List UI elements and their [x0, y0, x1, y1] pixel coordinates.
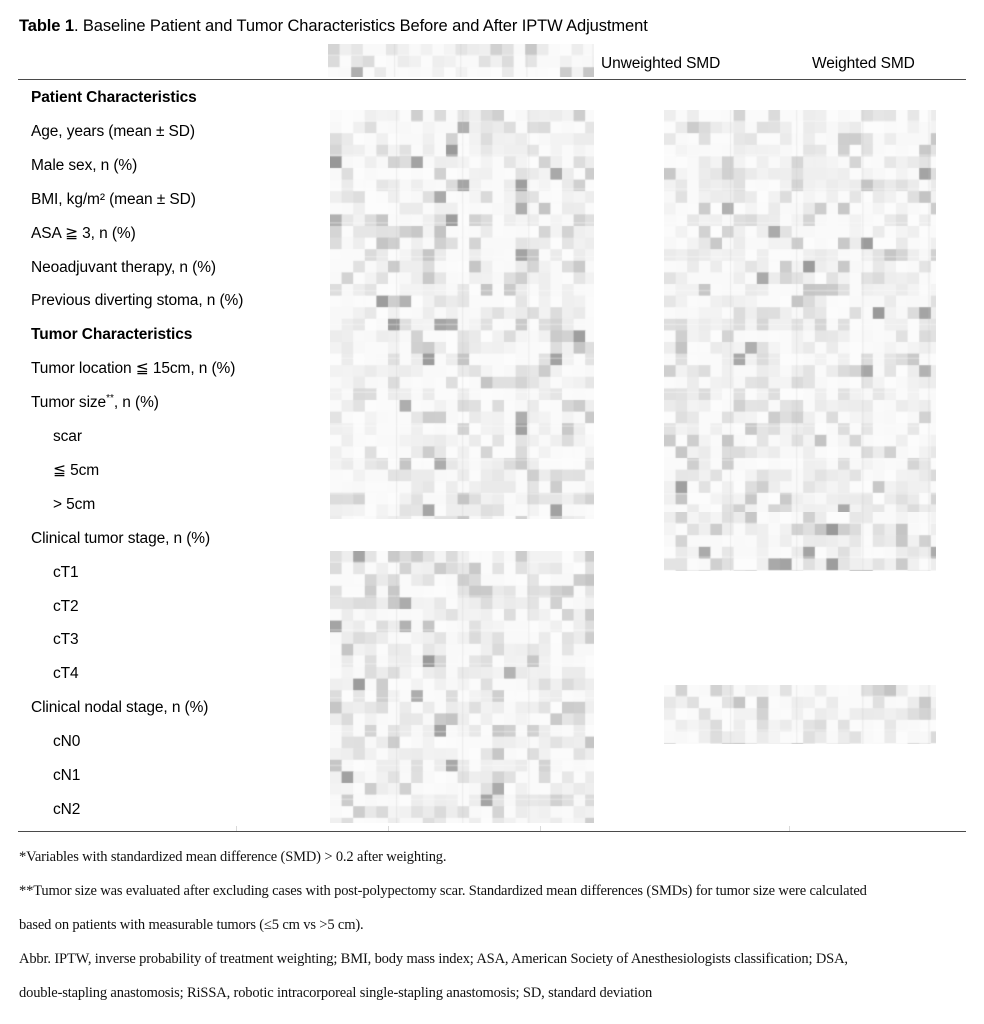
- redacted-region-right-values-part1: [664, 110, 936, 519]
- row-label-text: Male sex, n (%): [31, 156, 138, 174]
- table-row-bmi-kg-m-mean-sd: [31, 190, 196, 210]
- row-label-text: cN0: [53, 733, 81, 751]
- row-label-text: Tumor Characteristics: [31, 326, 193, 344]
- redacted-mosaic-canvas: [328, 44, 594, 77]
- footnote-line-1: *Variables with standardized mean difference (SMD) > 0.2 after weighting.: [19, 849, 447, 865]
- row-label-suffix: , n (%): [113, 394, 159, 412]
- row-label-text: cT4: [53, 665, 79, 683]
- table-row-5cm: [53, 461, 99, 481]
- table-row-clinical-tumor-stage-n: [31, 529, 210, 549]
- redacted-region-right-values-part3: [664, 685, 936, 744]
- redacted-region-right-values-part2: [664, 512, 936, 571]
- table-row-ct3: [53, 630, 79, 650]
- table-row-ct2: [53, 597, 79, 617]
- row-label-text: ≦ 5cm: [53, 461, 100, 479]
- table-bottom-rule: [18, 831, 966, 832]
- column-separator-tick: [236, 826, 237, 831]
- redacted-region-left-values-part1: [330, 110, 594, 519]
- table-row-age-years-mean-sd: [31, 122, 195, 142]
- page-title: [19, 16, 648, 36]
- table-row-cn1: [53, 766, 80, 786]
- row-label-text: cT3: [53, 631, 79, 649]
- redacted-mosaic-canvas: [664, 110, 936, 519]
- column-separator-tick: [388, 826, 389, 831]
- table-row-asa-3-n: [31, 224, 136, 244]
- row-label-text: Age, years (mean ± SD): [31, 122, 195, 140]
- table-title-text: . Baseline Patient and Tumor Characteristics Before and After IPTW Adjustment: [73, 17, 648, 35]
- row-label-text: cT1: [53, 563, 79, 581]
- footnote-block: [19, 840, 969, 1010]
- footnote-marker: **: [106, 392, 114, 404]
- table-row-neoadjuvant-therapy-n: [31, 258, 216, 278]
- table-row-male-sex-n: [31, 156, 137, 176]
- row-label-text: ASA ≧ 3, n (%): [31, 224, 136, 242]
- row-label-text: cN1: [53, 767, 81, 784]
- row-label-text: cT2: [53, 597, 79, 615]
- footnote-line-5: double-stapling anastomosis; RiSSA, robotic intracorporeal single-stapling anastomosis; SD, standard deviation: [19, 985, 653, 1001]
- section-row-patient-characteristics: [31, 88, 197, 108]
- table-row-previous-diverting-stoma-n: [31, 291, 243, 311]
- column-header-weighted-smd: Weighted SMD: [812, 55, 915, 72]
- table-row-5cm: [53, 495, 95, 515]
- redacted-region-left-values-part2: [330, 551, 594, 823]
- redacted-mosaic-canvas: [664, 512, 936, 571]
- row-label-text: Tumor size: [31, 394, 107, 412]
- column-separator-tick: [789, 826, 790, 831]
- row-label-text: Tumor location ≦ 15cm, n (%): [31, 360, 236, 378]
- table-number: Table 1: [19, 17, 74, 35]
- column-separator-tick: [540, 826, 541, 831]
- table-row-tumor-location-15cm-n: [31, 359, 235, 379]
- row-label-text: Previous diverting stoma, n (%): [31, 292, 244, 310]
- redacted-mosaic-canvas: [330, 551, 594, 823]
- section-row-tumor-characteristics: [31, 325, 192, 345]
- row-label-text: BMI, kg/m² (mean ± SD): [31, 190, 196, 208]
- table-row-ct4: [53, 664, 79, 684]
- footnote-line-3: based on patients with measurable tumors (≤5 cm vs >5 cm).: [19, 917, 364, 933]
- table-row-cn2: [53, 800, 80, 820]
- footnote-line-4: Abbr. IPTW, inverse probability of treatment weighting; BMI, body mass index; ASA, American Society of Anesthesiologists classification; DSA,: [19, 951, 848, 967]
- redacted-mosaic-canvas: [330, 110, 594, 519]
- table-row-tumor-size: [31, 393, 159, 413]
- table-row-scar: [53, 427, 82, 447]
- table-top-rule: [18, 79, 966, 80]
- row-label-text: Clinical nodal stage, n (%): [31, 699, 209, 717]
- row-label-text: scar: [53, 428, 82, 445]
- redacted-mosaic-canvas: [664, 685, 936, 744]
- table-row-clinical-nodal-stage-n: [31, 698, 208, 718]
- table-row-cn0: [53, 732, 80, 752]
- redacted-region-header-values: [328, 44, 594, 77]
- footnote-line-2: **Tumor size was evaluated after excluding cases with post-polypectomy scar. Standardized mean differences (SMDs) for tumor size were calculated: [19, 883, 867, 899]
- row-label-text: > 5cm: [53, 495, 96, 513]
- row-label-text: Neoadjuvant therapy, n (%): [31, 258, 216, 276]
- column-header-unweighted-smd: Unweighted SMD: [601, 55, 721, 72]
- table-row-ct1: [53, 563, 79, 583]
- row-label-text: Clinical tumor stage, n (%): [31, 529, 211, 547]
- row-label-text: Patient Characteristics: [31, 89, 197, 106]
- row-label-text: cN2: [53, 800, 81, 818]
